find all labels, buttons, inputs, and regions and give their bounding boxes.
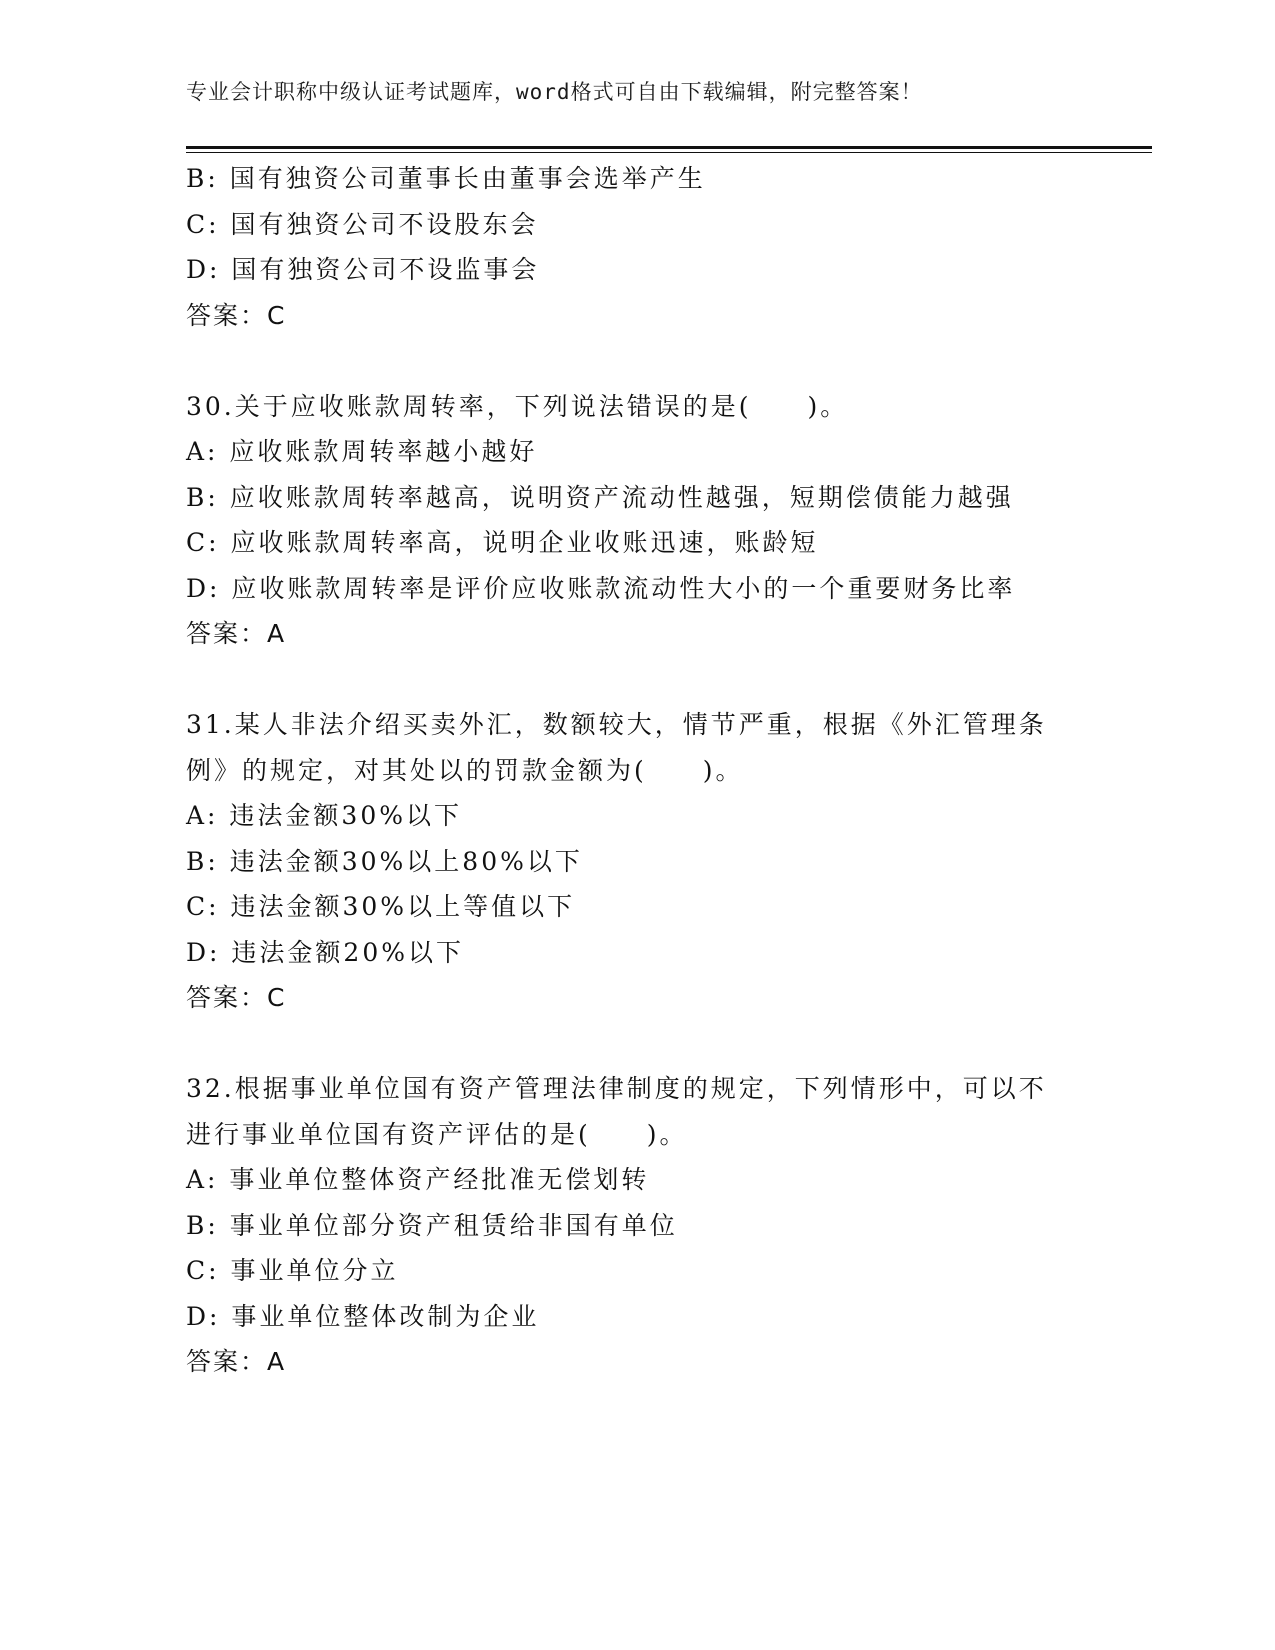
question-stem-continued: 例》的规定，对其处以的罚款金额为( )。 — [186, 755, 744, 785]
question-stem: 31.某人非法介绍买卖外汇，数额较大，情节严重，根据《外汇管理条 — [186, 710, 1047, 739]
question-stem-continued: 进行事业单位国有资产评估的是( )。 — [186, 1119, 688, 1149]
option-line: B: 国有独资公司董事长由董事会选举产生 — [186, 164, 706, 193]
answer-line: 答案：C — [186, 300, 287, 330]
option-line: A: 应收账款周转率越小越好 — [186, 437, 538, 466]
option-line: D: 国有独资公司不设监事会 — [186, 255, 540, 284]
spacer — [186, 657, 1086, 703]
option-line: A: 事业单位整体资产经批准无偿划转 — [186, 1165, 650, 1194]
document-body — [186, 156, 1086, 1385]
header-rule-thin — [186, 152, 1152, 153]
answer-line: 答案：C — [186, 983, 287, 1012]
page-header: 专业会计职称中级认证考试题库，word格式可自由下载编辑，附完整答案！ — [186, 80, 923, 104]
spacer — [186, 338, 1086, 384]
answer-line: 答案：A — [186, 619, 287, 648]
option-line: B: 违法金额30%以上80%以下 — [186, 846, 583, 876]
answer-line: 答案：A — [186, 1347, 287, 1376]
option-line: C: 应收账款周转率高，说明企业收账迅速，账龄短 — [186, 528, 819, 557]
option-line: C: 国有独资公司不设股东会 — [186, 209, 539, 239]
option-line: D: 违法金额20%以下 — [186, 937, 464, 967]
option-line: A: 违法金额30%以下 — [186, 801, 462, 830]
option-line: B: 应收账款周转率越高，说明资产流动性越强，短期偿债能力越强 — [186, 482, 1014, 512]
question-stem: 32.根据事业单位国有资产管理法律制度的规定，下列情形中，可以不 — [186, 1074, 1047, 1103]
option-line: D: 事业单位整体改制为企业 — [186, 1301, 540, 1331]
spacer — [186, 1021, 1086, 1067]
option-line: D: 应收账款周转率是评价应收账款流动性大小的一个重要财务比率 — [186, 573, 1016, 603]
question-stem: 30.关于应收账款周转率，下列说法错误的是( )。 — [186, 391, 849, 421]
header-rule-thick — [186, 146, 1152, 149]
option-line: B: 事业单位部分资产租赁给非国有单位 — [186, 1210, 678, 1240]
option-line: C: 违法金额30%以上等值以下 — [186, 892, 576, 921]
option-line: C: 事业单位分立 — [186, 1256, 399, 1285]
